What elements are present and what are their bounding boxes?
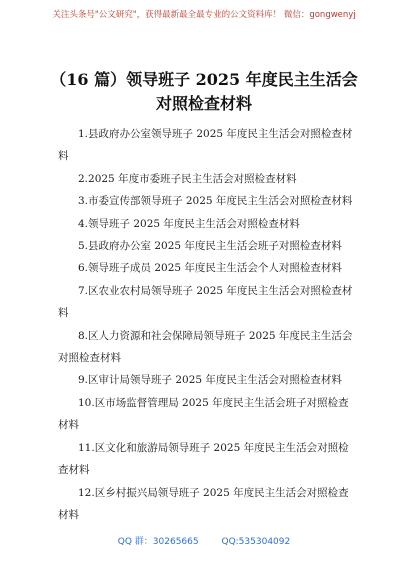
title-line-1: （16 篇）领导班子 2025 年度民主生活会 (50, 70, 358, 89)
toc-item: 12.区乡村振兴局领导班子 2025 年度民主生活会对照检查材料 (58, 486, 349, 521)
toc-item: 10.区市场监督管理局 2025 年度民主生活会班子对照检查材料 (58, 396, 349, 432)
footer-contact (0, 534, 408, 547)
toc-item: 3.市委宣传部领导班子 2025 年度民主生活会对照检查材料 (78, 195, 353, 208)
toc-item: 9.区审计局领导班子 2025 年度民主生活会对照检查材料 (78, 374, 342, 387)
toc-item: 7.区农业农村局领导班子 2025 年度民主生活会对照检查材料 (58, 284, 353, 320)
toc-item: 4.领导班子 2025 年度民主生活会对照检查材料 (78, 217, 300, 230)
footer-qq-group: QQ 群：30265665 (117, 537, 199, 547)
toc-item: 11.区文化和旅游局领导班子 2025 年度民主生活会对照检查材料 (58, 441, 349, 477)
title-line-2: 对照检查材料 (155, 94, 252, 113)
footer-qq: QQ:535304092 (221, 537, 291, 547)
toc-item: 6.领导班子成员 2025 年度民主生活会个人对照检查材料 (78, 262, 342, 275)
toc-item: 1.县政府办公室领导班子 2025 年度民主生活会对照检查材料 (58, 128, 353, 163)
toc-item: 8.区人力资源和社会保障局领导班子 2025 年度民主生活会对照检查材料 (58, 329, 353, 365)
header-note: 关注头条号"公文研究"，获得最新最全最专业的公文资料库！ 微信：gongwenyj (52, 10, 356, 20)
document-title (20, 68, 388, 116)
toc-item: 5.县政府办公室 2025 年度民主生活会班子对照检查材料 (78, 240, 342, 253)
table-of-contents (58, 123, 358, 526)
toc-item: 2.2025 年度市委班子民主生活会对照检查材料 (78, 172, 297, 185)
